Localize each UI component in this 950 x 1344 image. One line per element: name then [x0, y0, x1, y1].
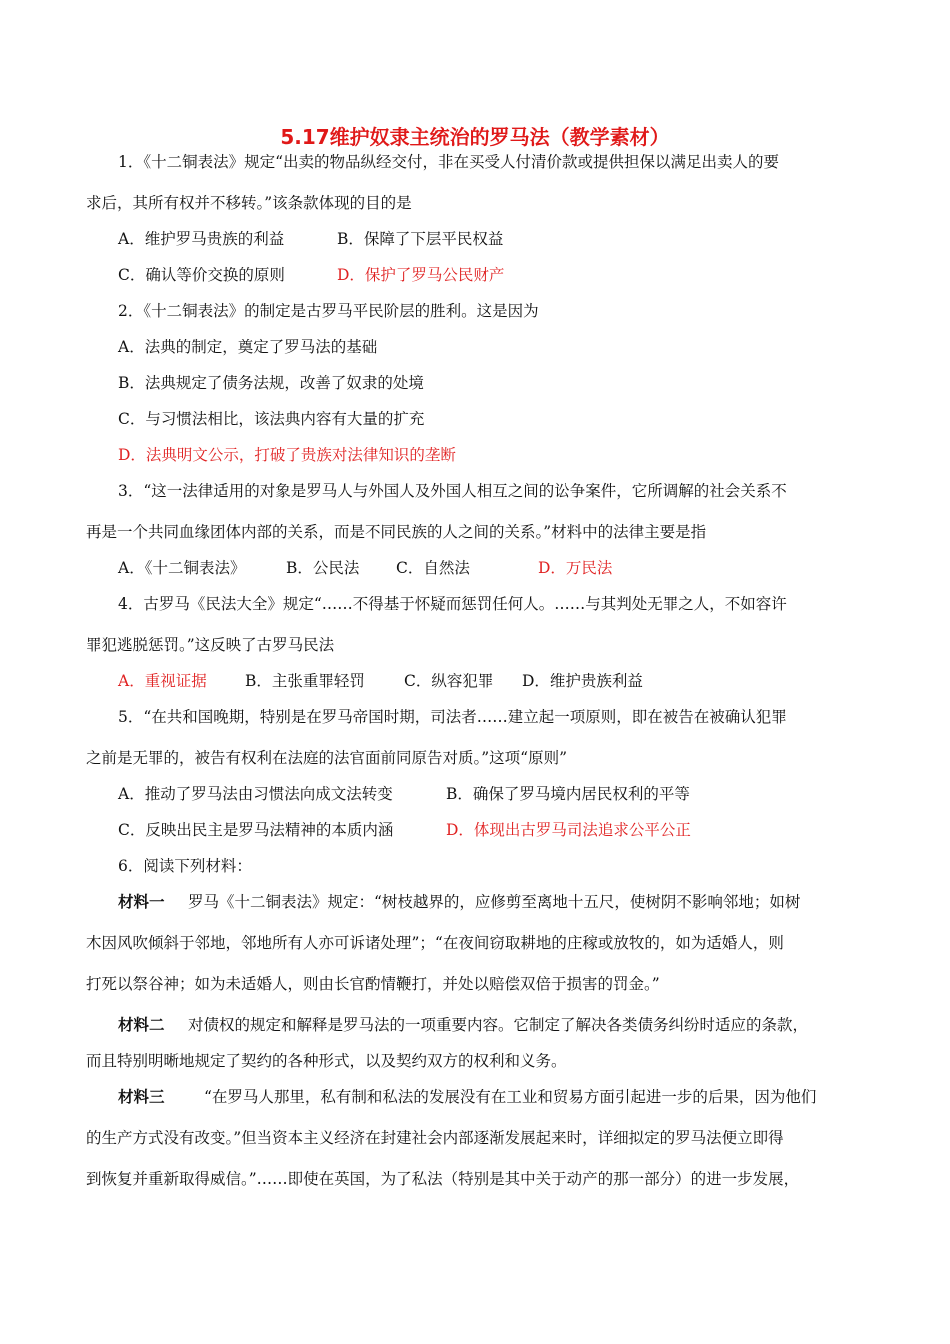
material-1-line1: 罗马《十二铜表法》规定：“树枝越界的，应修剪至离地十五尺，使树阴不影响邻地；如树	[188, 893, 801, 911]
q2-option-a: A．法典的制定，奠定了罗马法的基础	[118, 338, 378, 356]
q1-stem-line2: 求后，其所有权并不移转。”该条款体现的目的是	[86, 194, 412, 212]
q2-stem: 2．《十二铜表法》的制定是古罗马平民阶层的胜利。这是因为	[118, 302, 539, 320]
q1-option-c: C．确认等价交换的原则	[118, 266, 285, 284]
material-1-line3: 打死以祭谷神；如为未适婚人，则由长官酌情鞭打，并处以赔偿双倍于损害的罚金。”	[86, 975, 660, 993]
q5-option-b: B．确保了罗马境内居民权利的平等	[446, 785, 690, 803]
q4-option-a-answer: A．重视证据	[118, 672, 207, 690]
q5-stem-line2: 之前是无罪的，被告有权利在法庭的法官面前同原告对质。”这项“原则”	[86, 749, 568, 767]
q4-option-c: C．纵容犯罪	[404, 672, 494, 690]
q6-stem: 6．阅读下列材料：	[118, 857, 252, 875]
q4-option-b: B．主张重罪轻罚	[245, 672, 365, 690]
q3-option-d-answer: D．万民法	[538, 559, 613, 577]
q1-option-d-answer: D．保护了罗马公民财产	[337, 266, 505, 284]
q1-option-b: B．保障了下层平民权益	[337, 230, 504, 248]
q3-stem-line2: 再是一个共同血缘团体内部的关系，而是不同民族的人之间的关系。”材料中的法律主要是指	[86, 523, 707, 541]
q2-option-c: C．与习惯法相比，该法典内容有大量的扩充	[118, 410, 425, 428]
q1-stem-line1: 1．《十二铜表法》规定“出卖的物品纵经交付，非在买受人付清价款或提供担保以满足出卖人的要	[118, 153, 780, 171]
material-3-line3: 到恢复并重新取得威信。”……即使在英国，为了私法（特别是其中关于动产的那一部分）的进一步发展，	[86, 1170, 800, 1188]
q5-option-d-answer: D．体现出古罗马司法追求公平公正	[446, 821, 691, 839]
material-1-line2: 木因风吹倾斜于邻地，邻地所有人亦可诉诸处理”；“在夜间窃取耕地的庄稼或放牧的，如为适婚人，则	[86, 934, 784, 952]
q4-stem-line1: 4．古罗马《民法大全》规定“……不得基于怀疑而惩罚任何人。……与其判处无罪之人，不如容许	[118, 595, 787, 613]
q5-stem-line1: 5．“在共和国晚期，特别是在罗马帝国时期，司法者……建立起一项原则，即在被告在被确认犯罪	[118, 708, 787, 726]
material-2-line1: 对债权的规定和解释是罗马法的一项重要内容。它制定了解决各类债务纠纷时适应的条款，	[188, 1016, 809, 1034]
material-2-line2: 而且特别明晰地规定了契约的各种形式，以及契约双方的权利和义务。	[86, 1052, 567, 1070]
q3-stem-line1: 3．“这一法律适用的对象是罗马人与外国人及外国人相互之间的讼争案件，它所调解的社会关系不	[118, 482, 787, 500]
material-3-line2: 的生产方式没有改变。”但当资本主义经济在封建社会内部逐渐发展起来时，详细拟定的罗马法便立即得	[86, 1129, 784, 1147]
q2-option-b: B．法典规定了债务法规，改善了奴隶的处境	[118, 374, 424, 392]
material-1-label: 材料一	[118, 892, 165, 911]
q3-option-a: A．《十二铜表法》	[118, 559, 246, 577]
material-3-line1: “在罗马人那里，私有制和私法的发展没有在工业和贸易方面引起进一步的后果，因为他们	[204, 1088, 817, 1106]
page-title: 5.17维护奴隶主统治的罗马法（教学素材）	[280, 125, 670, 149]
q4-stem-line2: 罪犯逃脱惩罚。”这反映了古罗马民法	[86, 636, 335, 654]
material-2-label: 材料二	[118, 1015, 165, 1034]
q5-option-c: C．反映出民主是罗马法精神的本质内涵	[118, 821, 394, 839]
q4-option-d: D．维护贵族利益	[522, 672, 643, 690]
q3-option-b: B．公民法	[286, 559, 360, 577]
q5-option-a: A．推动了罗马法由习惯法向成文法转变	[118, 785, 393, 803]
q2-option-d-answer: D．法典明文公示，打破了贵族对法律知识的垄断	[118, 446, 456, 464]
q3-option-c: C．自然法	[396, 559, 470, 577]
q1-option-a: A．维护罗马贵族的利益	[118, 230, 285, 248]
material-3-label: 材料三	[118, 1087, 165, 1106]
